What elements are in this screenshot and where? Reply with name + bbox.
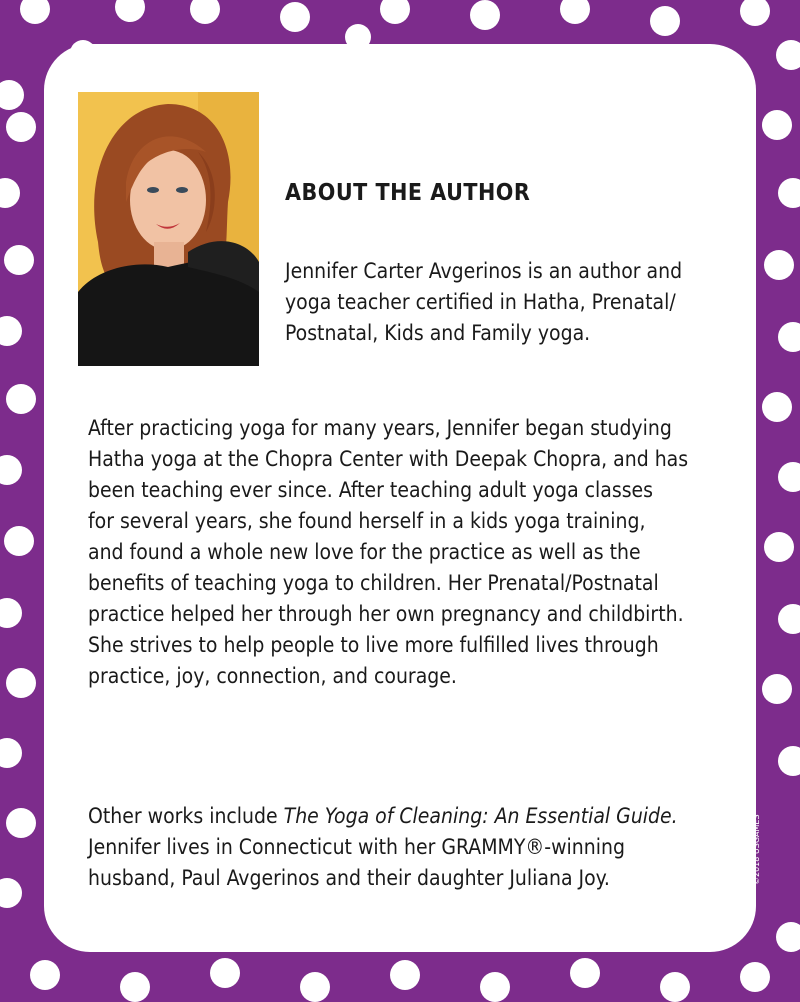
- polka-dot: [6, 384, 36, 414]
- polka-dot: [4, 526, 34, 556]
- intro-line: Jennifer Carter Avgerinos is an author and: [285, 259, 683, 283]
- polka-dot: [778, 746, 800, 776]
- polka-dot: [0, 178, 20, 208]
- author-intro-paragraph: [285, 256, 735, 349]
- bio-line: and found a whole new love for the practice as well as the: [88, 540, 641, 564]
- polka-dot: [480, 972, 510, 1002]
- bio-line: practice, joy, connection, and courage.: [88, 664, 457, 688]
- polka-dot: [778, 178, 800, 208]
- bio-line: practice helped her through her own pregnancy and childbirth.: [88, 602, 684, 626]
- polka-dot: [6, 112, 36, 142]
- author-portrait-icon: [78, 92, 259, 366]
- other-works-line: Jennifer lives in Connecticut with her GRAMMY®-winning: [88, 835, 625, 859]
- bio-line: been teaching ever since. After teaching adult yoga classes: [88, 478, 654, 502]
- polka-dot: [740, 962, 770, 992]
- polka-dot: [4, 245, 34, 275]
- other-works-prefix: Other works include: [88, 804, 284, 828]
- other-works-line: husband, Paul Avgerinos and their daughter Juliana Joy.: [88, 866, 610, 890]
- polka-dot: [280, 2, 310, 32]
- polka-dot: [20, 0, 50, 24]
- polka-dot: [776, 40, 800, 70]
- bio-line: benefits of teaching yoga to children. Her Prenatal/Postnatal: [88, 571, 659, 595]
- polka-dot: [300, 972, 330, 1002]
- polka-dot: [0, 80, 24, 110]
- polka-dot: [776, 922, 800, 952]
- polka-dot: [0, 738, 22, 768]
- polka-dot: [570, 958, 600, 988]
- polka-dot: [6, 808, 36, 838]
- polka-dot: [115, 0, 145, 22]
- polka-dot: [380, 0, 410, 24]
- polka-dot: [740, 0, 770, 26]
- other-works-paragraph: [88, 801, 743, 894]
- polka-dot: [778, 604, 800, 634]
- polka-dot: [560, 0, 590, 24]
- polka-dot: [762, 110, 792, 140]
- author-photo: [78, 92, 259, 366]
- polka-dot: [0, 598, 22, 628]
- other-works-line: [88, 801, 743, 832]
- polka-dot: [778, 462, 800, 492]
- intro-line: yoga teacher certified in Hatha, Prenatal/: [285, 290, 676, 314]
- bio-line: for several years, she found herself in a kids yoga training,: [88, 509, 646, 533]
- polka-dot: [0, 316, 22, 346]
- bio-line: She strives to help people to live more fulfilled lives through: [88, 633, 659, 657]
- biography-paragraph: [88, 413, 743, 692]
- polka-dot: [30, 960, 60, 990]
- polka-dot: [6, 668, 36, 698]
- polka-dot: [210, 958, 240, 988]
- page-title: ABOUT THE AUTHOR: [285, 180, 531, 206]
- copyright-notice: ©2018 USGAMES: [752, 814, 761, 885]
- polka-dot: [0, 878, 22, 908]
- polka-dot: [778, 322, 800, 352]
- polka-dot: [762, 674, 792, 704]
- polka-dot: [660, 972, 690, 1002]
- bio-line: Hatha yoga at the Chopra Center with Deepak Chopra, and has: [88, 447, 689, 471]
- intro-line: Postnatal, Kids and Family yoga.: [285, 321, 591, 345]
- polka-dot: [390, 960, 420, 990]
- polka-dot: [120, 972, 150, 1002]
- bio-line: After practicing yoga for many years, Jennifer began studying: [88, 416, 672, 440]
- polka-dot: [764, 532, 794, 562]
- book-title: The Yoga of Cleaning: An Essential Guide.: [283, 804, 678, 828]
- polka-dot: [650, 6, 680, 36]
- polka-dot: [762, 392, 792, 422]
- polka-dot: [190, 0, 220, 24]
- polka-dot: [0, 455, 22, 485]
- polka-dot: [764, 250, 794, 280]
- polka-dot: [470, 0, 500, 30]
